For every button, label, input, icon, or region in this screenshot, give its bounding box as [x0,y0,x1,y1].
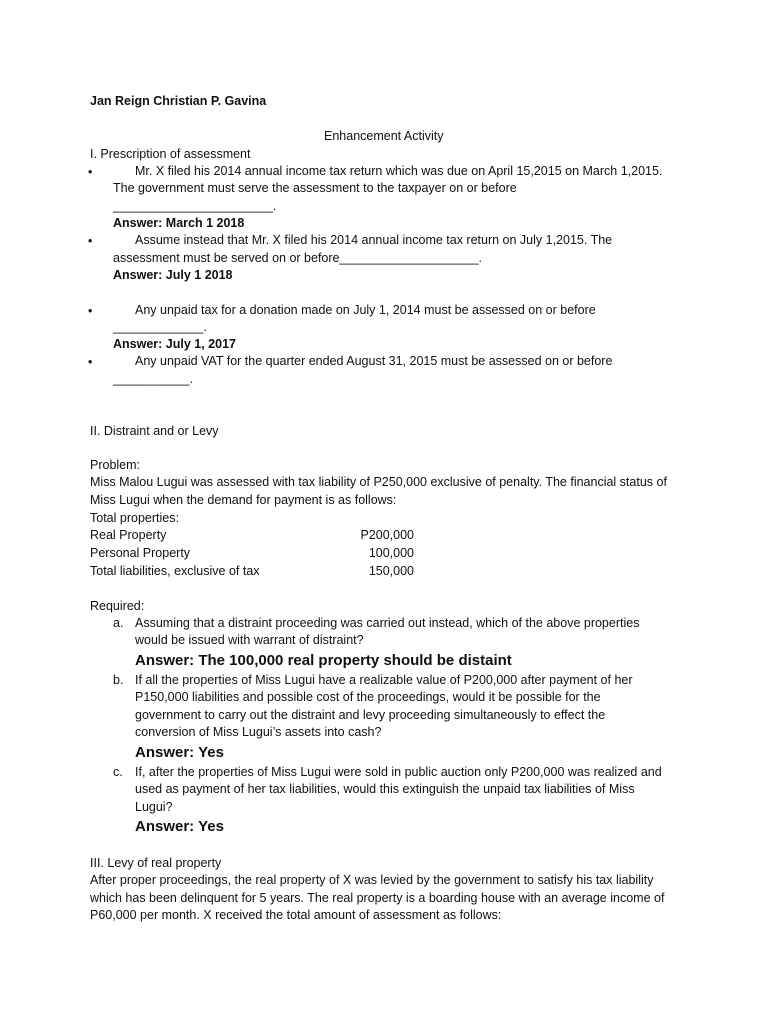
question-text: assessment must be served on or before____________________. [113,251,483,265]
question-text: Assuming that a distraint proceeding was carried out instead, which of the above properties [135,616,640,630]
problem-label: Problem: [90,458,141,472]
document-title: Enhancement Activity [324,129,444,143]
question-text: government to carry out the distraint and levy proceeding simultaneously to effect the [135,708,606,722]
question-marker: a. [113,616,124,630]
bullet-icon: • [88,355,93,369]
problem-text: Miss Lugui when the demand for payment is as follows: [90,493,397,507]
row-label: Real Property [90,528,167,542]
bullet-icon: • [88,304,93,318]
table-header: Total properties: [90,511,179,525]
question-text: P150,000 liabilities and possible cost of the proceedings, would it be possible for the [135,690,601,704]
author-name: Jan Reign Christian P. Gavina [90,94,267,108]
row-label: Personal Property [90,546,191,560]
question-text: Assume instead that Mr. X filed his 2014 annual income tax return on July 1,2015. The [135,233,613,247]
paragraph-text: which has been delinquent for 5 years. The real property is a boarding house with an average income of [90,891,665,905]
question-text: would be issued with warrant of distraint? [135,633,364,647]
question-text: If all the properties of Miss Lugui have a realizable value of P200,000 after payment of her [135,673,633,687]
answer-text: Answer: Yes [135,818,224,835]
section-heading: III. Levy of real property [90,856,222,870]
paragraph-text: After proper proceedings, the real property of X was levied by the government to satisfy his tax liability [90,873,654,887]
answer-text: Answer: Yes [135,744,224,761]
question-text: _____________. [113,320,207,334]
problem-text: Miss Malou Lugui was assessed with tax liability of P250,000 exclusive of penalty. The financial status of [90,475,667,489]
question-text: used as payment of her tax liabilities, would this extinguish the unpaid tax liabilities of Miss [135,782,635,796]
bullet-icon: • [88,234,93,248]
row-value: P200,000 [360,528,414,542]
question-text: Any unpaid VAT for the quarter ended August 31, 2015 must be assessed on or before [135,354,613,368]
answer-text: Answer: March 1 2018 [113,216,245,230]
question-text: Any unpaid tax for a donation made on July 1, 2014 must be assessed on or before [135,303,596,317]
question-text: Lugui? [135,800,173,814]
section-heading: I. Prescription of assessment [90,147,251,161]
row-value: 100,000 [368,546,414,560]
answer-text: Answer: The 100,000 real property should be distaint [135,652,512,669]
bullet-icon: • [88,165,93,179]
question-text: conversion of Miss Lugui’s assets into cash? [135,725,382,739]
row-label: Total liabilities, exclusive of tax [90,564,260,578]
question-text: The government must serve the assessment to the taxpayer on or before [113,181,517,195]
paragraph-text: P60,000 per month. X received the total amount of assessment as follows: [90,908,502,922]
question-text: Mr. X filed his 2014 annual income tax return which was due on April 15,2015 on March 1,2015. [135,164,663,178]
answer-text: Answer: July 1, 2017 [113,337,236,351]
question-marker: b. [113,673,124,687]
question-marker: c. [113,765,123,779]
question-text: _______________________. [113,199,277,213]
question-text: ___________. [113,372,193,386]
answer-text: Answer: July 1 2018 [113,268,233,282]
question-text: If, after the properties of Miss Lugui were sold in public auction only P200,000 was realized and [135,765,662,779]
required-label: Required: [90,599,145,613]
row-value: 150,000 [368,564,414,578]
section-heading: II. Distraint and or Levy [90,424,219,438]
